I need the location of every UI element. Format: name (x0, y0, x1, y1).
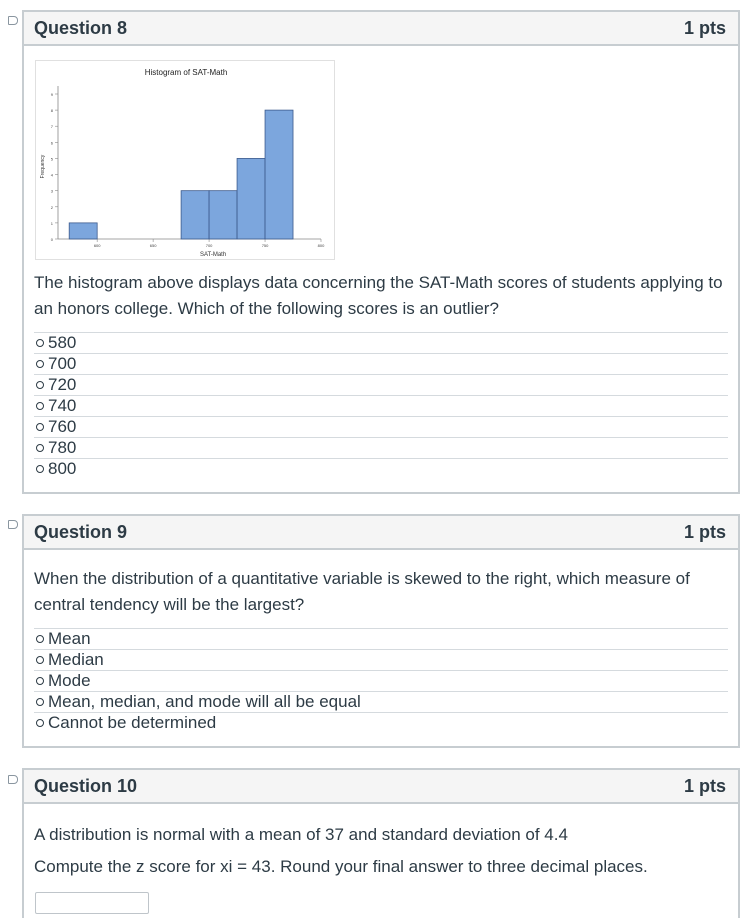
question-9-answer-option[interactable] (34, 628, 728, 649)
y-tick-label: 1 (50, 220, 53, 226)
x-tick-label: 700 (205, 243, 213, 248)
y-tick-label: 4 (50, 172, 53, 178)
radio-button-icon[interactable] (36, 465, 44, 473)
question-8-answer-option[interactable] (34, 332, 728, 353)
question-9-answer-option[interactable] (34, 712, 728, 733)
question-8-header (24, 12, 738, 46)
question-8-answer-label: 720 (48, 375, 77, 394)
question-9-answer-option[interactable] (34, 670, 728, 691)
question-8-answer-option[interactable] (34, 374, 728, 395)
question-9-answer-option[interactable] (34, 691, 728, 712)
y-tick-label: 5 (50, 156, 53, 162)
question-9-answer-label: Cannot be determined (48, 713, 217, 732)
question-9-answers (34, 628, 728, 733)
x-tick-label: 600 (93, 243, 101, 248)
question-10-title: Question 10 (34, 775, 138, 796)
question-8-answer-label: 760 (48, 417, 77, 436)
flag-question-8-icon[interactable] (8, 16, 18, 25)
question-10-text-2: Compute the z score for xi = 43. Round your final answer to three decimal places. (34, 857, 648, 876)
question-8-answer-option[interactable] (34, 437, 728, 458)
radio-button-icon[interactable] (36, 635, 44, 643)
question-8-answer-label: 580 (48, 333, 77, 352)
radio-button-icon[interactable] (36, 444, 44, 452)
question-8-answer-label: 780 (48, 438, 77, 457)
radio-button-icon[interactable] (36, 698, 44, 706)
y-tick-label: 6 (50, 140, 53, 146)
question-8-answer-option[interactable] (34, 395, 728, 416)
radio-button-icon[interactable] (36, 339, 44, 347)
question-9-answer-label: Mean, median, and mode will all be equal (48, 692, 361, 711)
y-tick-label: 0 (50, 237, 53, 242)
question-8 (22, 10, 740, 494)
question-8-title: Question 8 (34, 17, 128, 38)
question-10-header (24, 770, 738, 804)
x-axis-label: SAT-Math (199, 252, 227, 258)
question-10-answer-input[interactable] (35, 892, 149, 914)
radio-button-icon[interactable] (36, 719, 44, 727)
radio-button-icon[interactable] (36, 360, 44, 368)
x-tick-label: 800 (317, 243, 325, 248)
question-9-answer-label: Median (48, 650, 104, 669)
flag-question-9-icon[interactable] (8, 520, 18, 529)
question-8-answer-option[interactable] (34, 353, 728, 374)
flag-question-10-icon[interactable] (8, 775, 18, 784)
x-tick-label: 750 (261, 243, 269, 248)
question-8-answer-option[interactable] (34, 416, 728, 437)
question-9-answer-label: Mean (48, 629, 91, 648)
question-8-answers (34, 332, 728, 479)
question-9-answer-label: Mode (48, 671, 91, 690)
y-tick-label: 8 (50, 108, 53, 114)
radio-button-icon[interactable] (36, 656, 44, 664)
question-9-points: 1 pts (683, 521, 726, 542)
question-9-title: Question 9 (34, 521, 128, 542)
y-tick-label: 2 (50, 204, 53, 210)
histogram-bar (265, 110, 293, 239)
question-8-answer-label: 700 (48, 354, 77, 373)
histogram-bar (237, 158, 265, 239)
radio-button-icon[interactable] (36, 381, 44, 389)
y-axis-label: Frequency (40, 154, 46, 179)
question-9 (22, 514, 740, 748)
radio-button-icon[interactable] (36, 423, 44, 431)
y-tick-label: 9 (50, 92, 53, 97)
histogram-chart (35, 60, 335, 260)
question-10-text-1: A distribution is normal with a mean of 37 and standard deviation of 4.4 (34, 825, 568, 844)
question-8-answer-option[interactable] (34, 458, 728, 479)
histogram-bar (69, 223, 97, 239)
x-tick-label: 650 (149, 243, 157, 248)
histogram-svg (36, 61, 336, 261)
y-tick-label: 3 (50, 188, 53, 194)
question-10 (22, 768, 740, 918)
histogram-bar (181, 191, 209, 239)
question-8-answer-label: 800 (48, 459, 77, 478)
question-9-answer-option[interactable] (34, 649, 728, 670)
chart-title: Histogram of SAT-Math (144, 68, 228, 77)
question-10-points: 1 pts (683, 775, 726, 796)
question-8-points: 1 pts (683, 17, 726, 38)
histogram-bar (209, 191, 237, 239)
question-9-header (24, 516, 738, 550)
radio-button-icon[interactable] (36, 677, 44, 685)
question-8-text: The histogram above displays data concerning the SAT-Math scores of students applying to an honors college. Which of the following scores is an outlier? (34, 273, 723, 318)
y-tick-label: 7 (50, 124, 53, 130)
question-8-answer-label: 740 (48, 396, 77, 415)
radio-button-icon[interactable] (36, 402, 44, 410)
question-9-text: When the distribution of a quantitative variable is skewed to the right, which measure of central tendency will be the largest? (34, 569, 690, 614)
